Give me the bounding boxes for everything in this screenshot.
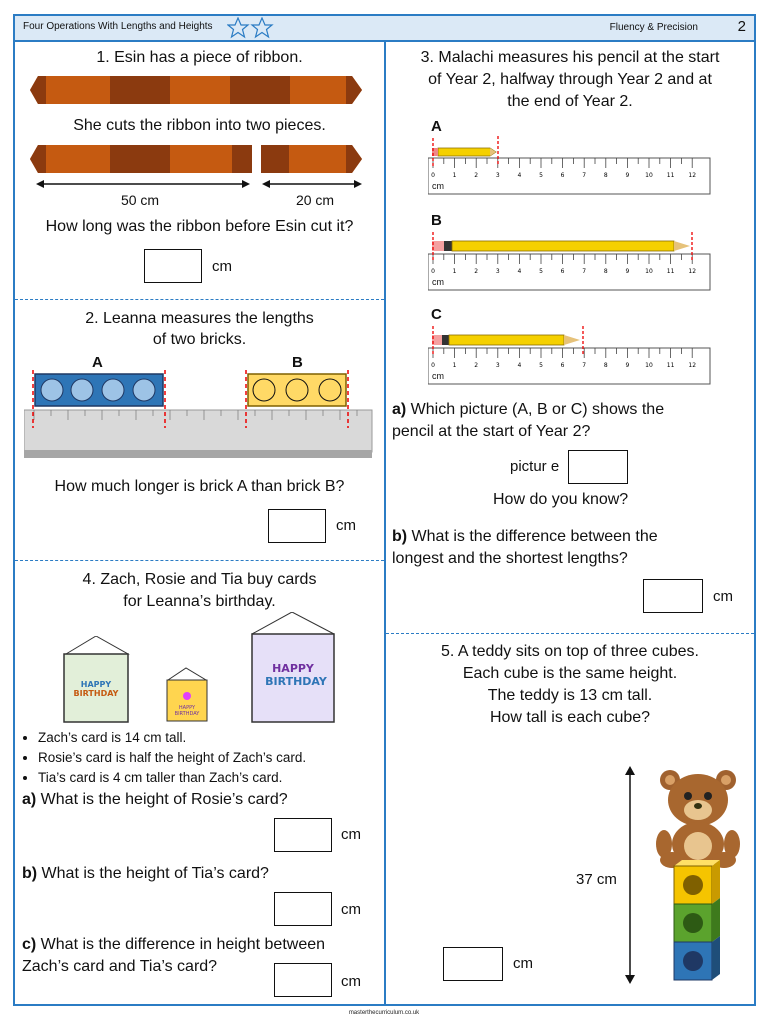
q2-title-line2: of two bricks. [152, 331, 247, 348]
q5-unit: cm [513, 955, 533, 972]
q4-title-line1: 4. Zach, Rosie and Tia buy cards [82, 571, 317, 588]
ruler-tick-label: 7 [582, 172, 587, 179]
ruler-tick-label: 1 [452, 172, 457, 179]
ruler-tick-label: 9 [625, 172, 630, 179]
ruler-c-unit: cm [432, 371, 444, 381]
height-arrow [622, 766, 638, 984]
q3-title-line3: the end of Year 2. [507, 93, 633, 110]
ruler-tick-label: 2 [474, 268, 479, 275]
ribbon-pieces-image [30, 143, 370, 175]
ruler-tick-label: 12 [688, 268, 697, 275]
rosie-card-text-2: BIRTHDAY [174, 711, 200, 717]
q4-fact: • Tia’s card is 4 cm taller than Zach’s card. [38, 768, 398, 788]
footer-site: masterthecurriculum.co.uk [348, 1010, 420, 1016]
pencil-b-label: B [431, 212, 442, 229]
ruler-tick-label: 2 [474, 362, 479, 369]
q3b-unit: cm [713, 588, 733, 605]
q5-line1: 5. A teddy sits on top of three cubes. [441, 643, 699, 660]
ruler-tick-label: 4 [517, 172, 522, 179]
q2-unit: cm [336, 517, 356, 534]
ruler-tick-label: 6 [560, 268, 565, 275]
column-divider [384, 42, 386, 1006]
ribbon-whole-image [30, 72, 370, 108]
zach-card-text-1: HAPPY [80, 680, 112, 689]
q4-part-c-line1: c) What is the difference in height between [22, 936, 326, 953]
q4-facts-list [18, 728, 398, 788]
zach-card-image [62, 636, 130, 724]
q4a-unit: cm [341, 826, 361, 843]
ruler-tick-label: 5 [539, 268, 543, 275]
q4-part-c-line2: Zach’s card and Tia’s card? [22, 958, 218, 975]
ruler-tick-label: 11 [666, 172, 675, 179]
q2-answer-box[interactable] [268, 509, 326, 543]
teddy-on-cubes-image [650, 766, 750, 984]
q1-title: 1. Esin has a piece of ribbon. [96, 49, 303, 66]
rosie-card-image [166, 666, 208, 722]
q1-right-length: 20 cm [295, 192, 335, 208]
ruler-tick-label: 1 [452, 268, 457, 275]
ruler-tick-label: 0 [431, 172, 435, 179]
q3b-answer-box[interactable] [643, 579, 703, 613]
q3-part-a-line2: pencil at the start of Year 2? [392, 423, 591, 440]
q5-total-height: 37 cm [576, 871, 617, 888]
q5-answer-box[interactable] [443, 947, 503, 981]
q5-line4: How tall is each cube? [489, 709, 651, 726]
q3-part-b-line1: b) What is the difference between the [392, 528, 658, 545]
ruler-tick-label: 0 [431, 362, 435, 369]
worksheet-category: Fluency & Precision [609, 22, 698, 33]
ruler-tick-label: 3 [495, 362, 500, 369]
ruler-tick-label: 3 [495, 172, 500, 179]
ruler-b-unit: cm [432, 277, 444, 287]
ruler-b [428, 232, 712, 297]
star-rating-icon [227, 17, 275, 39]
q5-line2: Each cube is the same height. [462, 665, 678, 682]
q1-unit: cm [212, 258, 232, 275]
ruler-tick-label: 10 [645, 172, 653, 179]
ruler-a-image [428, 136, 712, 196]
ruler-tick-label: 2 [474, 172, 479, 179]
q4-title-line2: for Leanna’s birthday. [123, 593, 276, 610]
ruler-tick-label: 12 [688, 362, 697, 369]
ruler-tick-label: 9 [625, 268, 630, 275]
ruler-tick-label: 4 [517, 362, 522, 369]
q1-answer-box[interactable] [144, 249, 202, 283]
pencil-c-label: C [431, 306, 442, 323]
ruler-c-image [428, 326, 712, 386]
q2-title-line1: 2. Leanna measures the lengths [85, 310, 314, 327]
q1-question: How long was the ribbon before Esin cut it? [45, 218, 354, 235]
ruler-tick-label: 11 [666, 362, 675, 369]
q4b-unit: cm [341, 901, 361, 918]
ruler-tick-label: 8 [603, 172, 608, 179]
ruler-tick-label: 10 [645, 268, 653, 275]
ruler-tick-label: 5 [539, 362, 543, 369]
ruler-tick-label: 4 [517, 268, 522, 275]
ruler-b-image [428, 232, 712, 292]
q3-part-a-line1: a) Which picture (A, B or C) shows the [392, 401, 665, 418]
ruler-tick-label: 7 [582, 362, 587, 369]
page-number: 2 [737, 18, 746, 35]
ruler-a [428, 136, 712, 201]
brick-a-label: A [92, 354, 103, 371]
ruler-tick-label: 1 [452, 362, 457, 369]
brick-b-label: B [292, 354, 303, 371]
rosie-card-text-1: HAPPY [178, 705, 196, 711]
q4c-answer-box[interactable] [274, 963, 332, 997]
worksheet-header [15, 16, 754, 42]
q3-picture-label: pictur e [510, 458, 560, 475]
ruler-tick-label: 12 [688, 172, 697, 179]
ruler-tick-label: 10 [645, 362, 653, 369]
bricks-on-ruler-image [24, 370, 374, 462]
ruler-a-unit: cm [432, 181, 444, 191]
q5-line3: The teddy is 13 cm tall. [487, 687, 653, 704]
q3-title-line2: of Year 2, halfway through Year 2 and at [428, 71, 712, 88]
tia-card-text-1: HAPPY [272, 662, 314, 675]
ruler-tick-label: 11 [666, 268, 675, 275]
section-divider [386, 633, 754, 634]
section-divider [15, 560, 384, 561]
tia-card-image [250, 612, 336, 724]
ruler-tick-label: 7 [582, 268, 587, 275]
ruler-c [428, 326, 712, 391]
tia-card-text-2: BIRTHDAY [265, 675, 327, 688]
q4-fact: • Rosie’s card is half the height of Zach’s card. [38, 748, 398, 768]
ruler-tick-label: 5 [539, 172, 543, 179]
q4a-answer-box[interactable] [274, 818, 332, 852]
ruler-tick-label: 0 [431, 268, 435, 275]
q3-title-line1: 3. Malachi measures his pencil at the start [420, 49, 720, 66]
ruler-tick-label: 9 [625, 362, 630, 369]
zach-card-text-2: BIRTHDAY [73, 689, 119, 698]
q4b-answer-box[interactable] [274, 892, 332, 926]
ruler-tick-label: 6 [560, 362, 565, 369]
q2-question: How much longer is brick A than brick B? [54, 478, 345, 495]
q1-cut-text: She cuts the ribbon into two pieces. [73, 117, 326, 134]
q4-part-a: a) What is the height of Rosie’s card? [22, 791, 288, 808]
section-divider [15, 299, 384, 300]
worksheet-title: Four Operations With Lengths and Heights [23, 21, 213, 32]
q3-how-know: How do you know? [493, 491, 629, 508]
q4c-unit: cm [341, 973, 361, 990]
q4-fact: • Zach’s card is 14 cm tall. [38, 728, 398, 748]
ruler-tick-label: 8 [603, 268, 608, 275]
ruler-tick-label: 3 [495, 268, 500, 275]
q4-part-b: b) What is the height of Tia’s card? [22, 865, 269, 882]
q1-left-length: 50 cm [120, 192, 160, 208]
ruler-tick-label: 8 [603, 362, 608, 369]
q3a-answer-box[interactable] [568, 450, 628, 484]
pencil-a-label: A [431, 118, 442, 135]
ruler-tick-label: 6 [560, 172, 565, 179]
q3-part-b-line2: longest and the shortest lengths? [392, 550, 628, 567]
